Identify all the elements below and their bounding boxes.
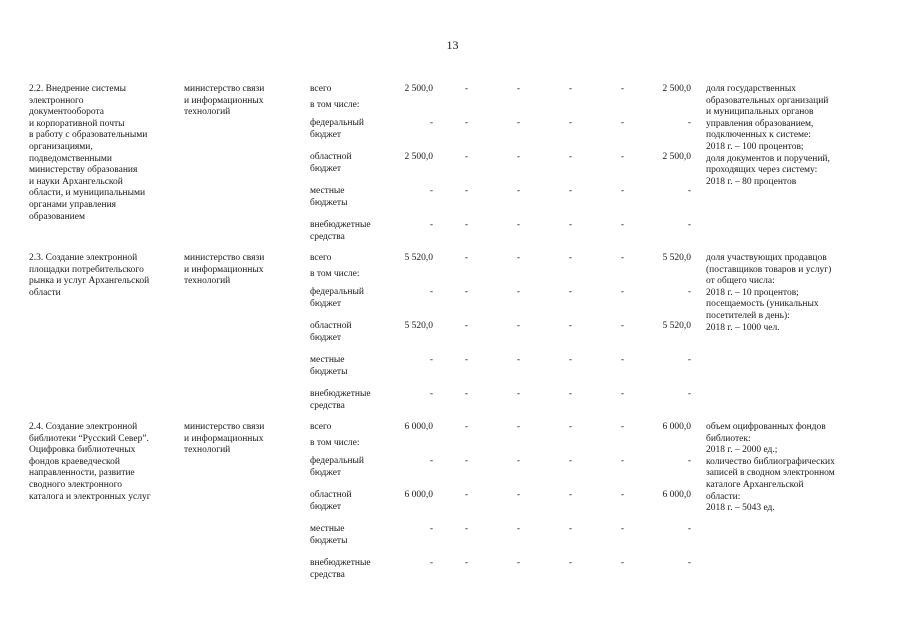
funding-value: -: [687, 355, 691, 365]
measure-name: 2.4. Создание электронной библиотеки “Русский Север”. Оцифровка библиотечных фондов краеведческой направленности, развитие сводного электронного каталога и электронных услуг: [29, 422, 151, 502]
funding-value: -: [620, 118, 624, 128]
funding-value: -: [464, 186, 468, 196]
funding-value: -: [620, 524, 624, 534]
measure-name: 2.3. Создание электронной площадки потребительского рынка и услуг Архангельской области: [29, 253, 150, 298]
funding-total: -: [429, 118, 433, 128]
funding-value: -: [516, 84, 520, 94]
funding-source: внебюджетные средства: [310, 389, 371, 411]
funding-value: -: [516, 558, 520, 568]
funding-value: -: [568, 422, 572, 432]
funding-value: -: [516, 118, 520, 128]
funding-source: внебюджетные средства: [310, 558, 371, 580]
measure-name: 2.2. Внедрение системы электронного документооборота и корпоративной почты в работу с образовательными организациями, подведомственными министерству образования и науки Архангельской области, и муниципальными органами управления образованием: [29, 84, 148, 222]
funding-total: -: [429, 287, 433, 297]
funding-source: областной бюджет: [310, 321, 352, 343]
funding-total: 5 520,0: [404, 253, 433, 263]
funding-value: -: [568, 558, 572, 568]
funding-value: -: [516, 253, 520, 263]
funding-source: всего: [310, 84, 332, 94]
funding-value: -: [620, 389, 624, 399]
funding-value: -: [620, 558, 624, 568]
funding-source: местные бюджеты: [310, 186, 348, 208]
funding-value: -: [464, 220, 468, 230]
funding-value: -: [464, 490, 468, 500]
funding-value: -: [516, 186, 520, 196]
funding-source: федеральный бюджет: [310, 456, 364, 478]
funding-source: федеральный бюджет: [310, 287, 364, 309]
funding-value: -: [464, 253, 468, 263]
funding-value: -: [464, 422, 468, 432]
funding-value: -: [620, 186, 624, 196]
funding-value: -: [464, 84, 468, 94]
funding-value: -: [516, 524, 520, 534]
funding-value: 6 000,0: [662, 490, 691, 500]
funding-total: -: [429, 524, 433, 534]
funding-value: -: [568, 456, 572, 466]
funding-value: -: [687, 524, 691, 534]
funding-value: -: [516, 389, 520, 399]
program-section: [0, 84, 905, 256]
funding-total: -: [429, 558, 433, 568]
funding-value: -: [464, 152, 468, 162]
funding-value: -: [464, 321, 468, 331]
funding-value: -: [568, 321, 572, 331]
page-number: 13: [446, 38, 459, 52]
funding-value: -: [687, 558, 691, 568]
funding-total: -: [429, 186, 433, 196]
funding-total: -: [429, 389, 433, 399]
funding-value: 2 500,0: [662, 84, 691, 94]
funding-value: -: [464, 287, 468, 297]
funding-source: областной бюджет: [310, 490, 352, 512]
funding-value: -: [568, 152, 572, 162]
responsible-executor: министерство связи и информационных технологий: [184, 253, 265, 287]
funding-total: 5 520,0: [404, 321, 433, 331]
funding-value: 5 520,0: [662, 253, 691, 263]
funding-value: 6 000,0: [662, 422, 691, 432]
funding-source: местные бюджеты: [310, 524, 348, 546]
funding-value: -: [464, 355, 468, 365]
funding-value: -: [516, 321, 520, 331]
funding-value: -: [568, 220, 572, 230]
funding-value: -: [687, 220, 691, 230]
funding-value: -: [516, 456, 520, 466]
funding-total: 6 000,0: [404, 422, 433, 432]
funding-value: -: [464, 524, 468, 534]
funding-value: -: [464, 389, 468, 399]
funding-value: -: [620, 456, 624, 466]
funding-value: -: [687, 287, 691, 297]
funding-value: -: [516, 490, 520, 500]
funding-source: в том числе:: [310, 269, 360, 279]
funding-total: 2 500,0: [404, 152, 433, 162]
target-indicators: доля государственных образовательных организаций и муниципальных органов управления образованием, подключенных к системе: 2018 г. – 100 процентов; доля документов и поручений, проходящих через систему: 2018 г. – 80 процентов: [706, 84, 830, 187]
responsible-executor: министерство связи и информационных технологий: [184, 84, 265, 118]
program-section: [0, 422, 905, 594]
funding-value: -: [568, 84, 572, 94]
funding-source: областной бюджет: [310, 152, 352, 174]
funding-total: 6 000,0: [404, 490, 433, 500]
funding-value: -: [568, 490, 572, 500]
funding-value: -: [620, 220, 624, 230]
funding-value: 5 520,0: [662, 321, 691, 331]
funding-value: -: [687, 456, 691, 466]
funding-total: -: [429, 355, 433, 365]
funding-value: -: [568, 355, 572, 365]
funding-source: федеральный бюджет: [310, 118, 364, 140]
funding-source: всего: [310, 253, 332, 263]
funding-value: -: [464, 118, 468, 128]
funding-value: -: [516, 152, 520, 162]
program-section: [0, 253, 905, 425]
funding-value: -: [568, 186, 572, 196]
funding-value: 2 500,0: [662, 152, 691, 162]
funding-value: -: [687, 118, 691, 128]
funding-value: -: [620, 253, 624, 263]
funding-total: -: [429, 456, 433, 466]
funding-source: внебюджетные средства: [310, 220, 371, 242]
funding-value: -: [620, 422, 624, 432]
funding-value: -: [568, 118, 572, 128]
target-indicators: объем оцифрованных фондов библиотек: 2018 г. – 2000 ед.; количество библиографических записей в сводном электронном каталоге Архангельской области: 2018 г. – 5043 ед.: [706, 422, 835, 514]
funding-value: -: [464, 456, 468, 466]
funding-value: -: [620, 287, 624, 297]
funding-value: -: [568, 253, 572, 263]
target-indicators: доля участвующих продавцов (поставщиков товаров и услуг) от общего числа: 2018 г. – 10 процентов; посещаемость (уникальных посетителей в день): 2018 г. – 1000 чел.: [706, 253, 832, 333]
funding-value: -: [620, 355, 624, 365]
funding-value: -: [516, 220, 520, 230]
funding-source: в том числе:: [310, 438, 360, 448]
funding-value: -: [516, 422, 520, 432]
funding-value: -: [516, 355, 520, 365]
funding-value: -: [464, 558, 468, 568]
funding-value: -: [568, 524, 572, 534]
funding-value: -: [568, 389, 572, 399]
funding-source: всего: [310, 422, 332, 432]
funding-total: -: [429, 220, 433, 230]
funding-value: -: [620, 321, 624, 331]
funding-source: в том числе:: [310, 100, 360, 110]
funding-total: 2 500,0: [404, 84, 433, 94]
funding-value: -: [568, 287, 572, 297]
responsible-executor: министерство связи и информационных технологий: [184, 422, 265, 456]
funding-value: -: [620, 152, 624, 162]
funding-value: -: [620, 490, 624, 500]
funding-value: -: [516, 287, 520, 297]
funding-source: местные бюджеты: [310, 355, 348, 377]
funding-value: -: [687, 389, 691, 399]
funding-value: -: [687, 186, 691, 196]
funding-value: -: [620, 84, 624, 94]
